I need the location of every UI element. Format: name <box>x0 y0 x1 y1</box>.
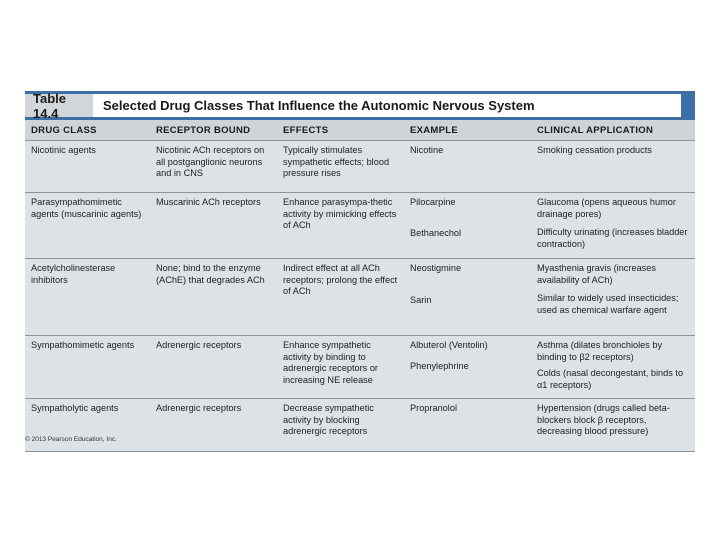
example-cell <box>404 141 531 192</box>
header-clinical-application: CLINICAL APPLICATION <box>537 124 654 136</box>
example-item: Propranolol <box>410 403 457 413</box>
effects-cell: Enhance parasympa-thetic activity by mimicking effects of ACh <box>283 197 397 230</box>
example-item: Bethanechol <box>410 227 462 238</box>
drug-class-cell: Sympatholytic agents <box>31 403 119 413</box>
application-cell <box>531 259 695 335</box>
table-row <box>25 336 695 399</box>
example-item: Pilocarpine <box>410 197 456 207</box>
effects-cell: Decrease sympathetic activity by blocking adrenergic receptors <box>283 403 374 436</box>
application-item: Difficulty urinating (increases bladder contraction) <box>537 227 688 249</box>
header-receptor-bound: RECEPTOR BOUND <box>156 124 251 136</box>
application-item: Smoking cessation products <box>537 145 652 155</box>
application-item: Myasthenia gravis (increases availability of ACh) <box>537 263 656 285</box>
application-item: Colds (nasal decongestant, binds to α1 receptors) <box>537 368 684 390</box>
application-item: Hypertension (drugs called beta-blockers block β receptors, decreasing blood pressure) <box>537 403 670 436</box>
receptor-cell: Adrenergic receptors <box>156 403 242 413</box>
table-row <box>25 141 695 193</box>
header-drug-class: DRUG CLASS <box>31 124 97 136</box>
drug-class-cell: Acetylcholinesterase inhibitors <box>31 263 116 285</box>
receptor-cell: Muscarinic ACh receptors <box>156 197 261 207</box>
application-cell <box>531 141 695 192</box>
example-cell <box>404 193 531 258</box>
application-cell <box>531 336 695 398</box>
drug-classes-table <box>25 91 695 452</box>
table-header-row <box>25 120 695 141</box>
header-effects: EFFECTS <box>283 124 329 136</box>
header-example: EXAMPLE <box>410 124 459 136</box>
title-accent-bar <box>681 94 695 117</box>
application-cell <box>531 193 695 258</box>
table-row <box>25 259 695 336</box>
receptor-cell: Adrenergic receptors <box>156 340 242 350</box>
table-number: Table 14.4 <box>25 94 93 117</box>
example-item: Sarin <box>410 294 432 305</box>
example-cell <box>404 399 531 451</box>
example-cell <box>404 336 531 398</box>
drug-class-cell: Parasympathomimetic agents (muscarinic agents) <box>31 197 142 219</box>
receptor-cell: None; bind to the enzyme (AChE) that degrades ACh <box>156 263 265 285</box>
effects-cell: Enhance sympathetic activity by binding to adrenergic receptors or increasing NE release <box>283 340 378 385</box>
table-title-bar <box>25 91 695 120</box>
effects-cell: Typically stimulates sympathetic effects; blood pressure rises <box>283 145 390 178</box>
application-cell <box>531 399 695 451</box>
example-cell <box>404 259 531 335</box>
application-item: Glaucoma (opens aqueous humor drainage pores) <box>537 197 676 219</box>
example-item: Neostigmine <box>410 263 462 273</box>
table-title: Selected Drug Classes That Influence the Autonomic Nervous System <box>93 94 681 117</box>
copyright-footer: © 2013 Pearson Education, Inc. <box>25 436 117 443</box>
application-item: Asthma (dilates bronchioles by binding to β2 receptors) <box>537 340 663 362</box>
drug-class-cell: Sympathomimetic agents <box>31 340 135 350</box>
example-item: Albuterol (Ventolin) <box>410 340 488 350</box>
example-item: Nicotine <box>410 145 444 155</box>
table-row <box>25 399 695 452</box>
application-item: Similar to widely used insecticides; used as chemical warfare agent <box>537 293 679 315</box>
receptor-cell: Nicotinic ACh receptors on all postganglionic neurons and in CNS <box>156 145 265 178</box>
effects-cell: Indirect effect at all ACh receptors; prolong the effect of ACh <box>283 263 398 296</box>
drug-class-cell: Nicotinic agents <box>31 145 96 155</box>
table-row <box>25 193 695 259</box>
example-item: Phenylephrine <box>410 360 469 371</box>
